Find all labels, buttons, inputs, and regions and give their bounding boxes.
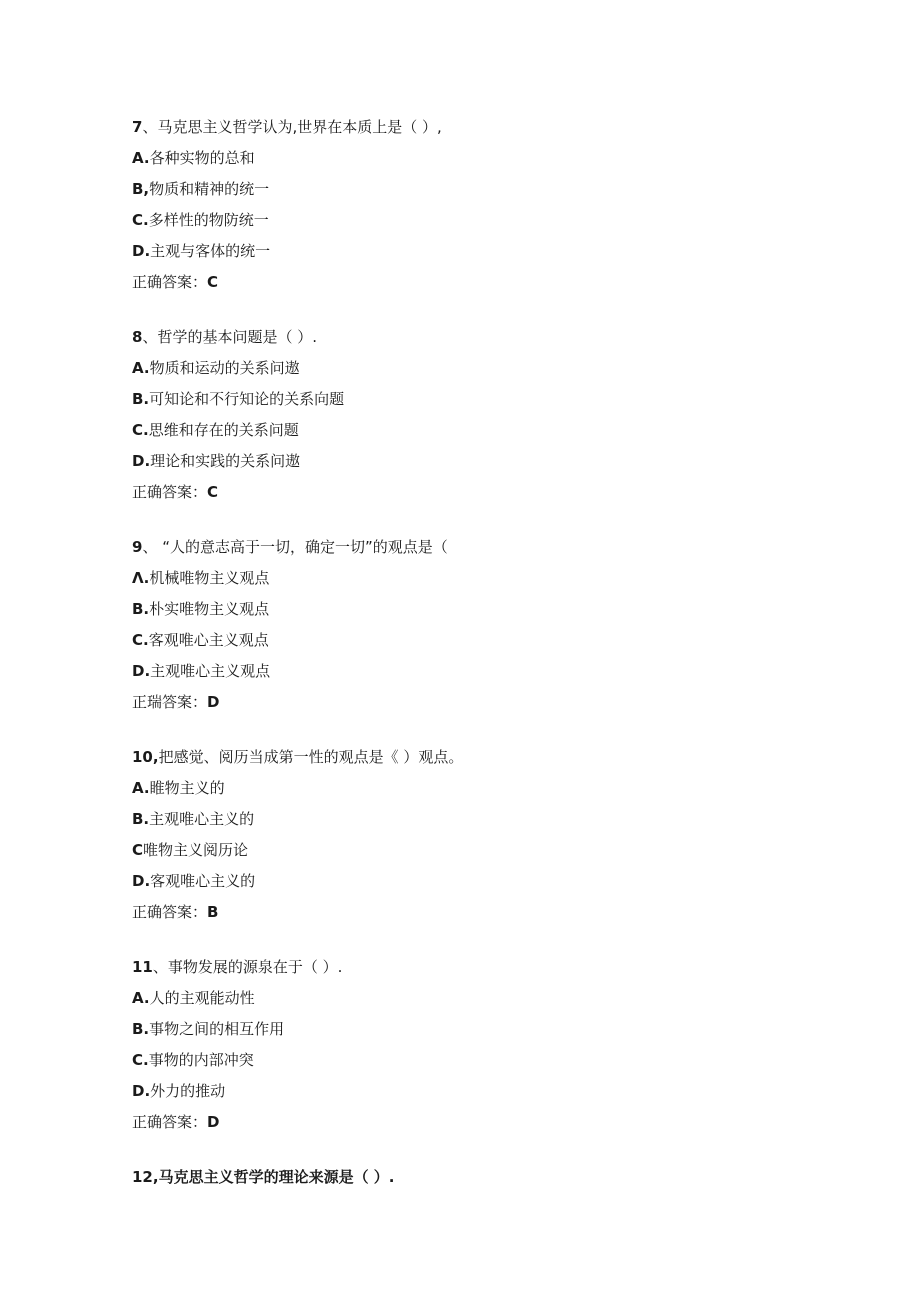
option-c [132, 415, 852, 446]
option-text: 各种实物的总和 [149, 149, 255, 167]
option-d [132, 1076, 852, 1107]
answer-value: D [207, 693, 220, 711]
option-d [132, 236, 852, 267]
option-letter: B. [132, 600, 150, 618]
option-text: 物质和精神的统一 [149, 180, 270, 198]
question-number: 10, [132, 748, 159, 766]
option-letter: D. [132, 1082, 151, 1100]
option-text: 物质和运动的关系问遨 [149, 359, 300, 377]
question-text: 、哲学的基本问题是（ ）. [142, 328, 317, 346]
option-a [132, 563, 852, 594]
option-text: 思维和存在的关系问题 [148, 421, 299, 439]
answer-value: C [207, 483, 219, 501]
option-letter: D. [132, 872, 151, 890]
question-number: 11 [132, 958, 153, 976]
option-text: 客观唯心主义观点 [148, 631, 269, 649]
answer-label: 正确答案： [132, 483, 208, 501]
question-stem [132, 322, 852, 353]
question-9 [132, 532, 852, 718]
option-text: 可知论和不行知论的关系向题 [149, 390, 345, 408]
option-d [132, 866, 852, 897]
question-10 [132, 742, 852, 928]
answer-line [132, 267, 852, 298]
option-c [132, 205, 852, 236]
question-stem [132, 952, 852, 983]
question-text: 、马克思主义哲学认为,世界在本质上是（ ）, [142, 118, 442, 136]
question-11 [132, 952, 852, 1138]
option-text: 主观与客体的统一 [150, 242, 271, 260]
question-stem [132, 112, 852, 143]
option-b [132, 804, 852, 835]
option-a [132, 143, 852, 174]
option-letter: C. [132, 1051, 149, 1069]
answer-label: 正瑞答案： [132, 693, 208, 711]
question-text: 、 “人的意志高于一切，确定一切”的观点是（ [142, 538, 448, 556]
option-text: 人的主观能动性 [149, 989, 255, 1007]
option-text: 主观唯心主义观点 [150, 662, 271, 680]
option-text: 多样性的物防统一 [148, 211, 269, 229]
option-letter: B. [132, 390, 150, 408]
option-text: 主观唯心主义的 [149, 810, 255, 828]
option-b [132, 174, 852, 205]
question-number: 8 [132, 328, 143, 346]
answer-line [132, 687, 852, 718]
option-letter: C. [132, 421, 149, 439]
option-b [132, 384, 852, 415]
answer-value: D [207, 1113, 220, 1131]
answer-label: 正确答案： [132, 903, 208, 921]
option-letter: A. [132, 779, 150, 797]
question-stem [132, 742, 852, 773]
question-text: 马克思主义哲学的理论来源是（ ）. [158, 1168, 395, 1186]
option-text: 机械唯物主义观点 [149, 569, 270, 587]
question-stem [132, 532, 852, 563]
option-letter: Λ. [132, 569, 150, 587]
answer-label: 正确答案： [132, 1113, 208, 1131]
option-b [132, 594, 852, 625]
question-8 [132, 322, 852, 508]
option-letter: A. [132, 149, 150, 167]
option-a [132, 773, 852, 804]
option-text: 理论和实践的关系问遨 [150, 452, 301, 470]
answer-line [132, 1107, 852, 1138]
question-text: 、事物发展的源泉在于（ ）. [152, 958, 343, 976]
option-a [132, 353, 852, 384]
option-text: 客观唯心主义的 [150, 872, 256, 890]
option-letter: B, [132, 180, 150, 198]
answer-label: 正确答案： [132, 273, 208, 291]
document-page [132, 112, 852, 1217]
question-7 [132, 112, 852, 298]
option-c [132, 835, 852, 866]
question-number: 7 [132, 118, 143, 136]
option-letter: C [132, 841, 144, 859]
option-c [132, 625, 852, 656]
option-text: 唯物主义阅历论 [143, 841, 249, 859]
question-number: 12, [132, 1168, 159, 1186]
option-text: 事物的内部冲突 [148, 1051, 254, 1069]
option-letter: A. [132, 989, 150, 1007]
question-number: 9 [132, 538, 143, 556]
answer-line [132, 477, 852, 508]
option-a [132, 983, 852, 1014]
option-letter: D. [132, 242, 151, 260]
option-text: 外力的推动 [150, 1082, 226, 1100]
option-text: 睢物主义的 [149, 779, 225, 797]
option-d [132, 656, 852, 687]
answer-line [132, 897, 852, 928]
question-12 [132, 1162, 852, 1193]
answer-value: C [207, 273, 219, 291]
option-letter: A. [132, 359, 150, 377]
option-text: 朴实唯物主义观点 [149, 600, 270, 618]
question-text: 把感觉、阅历当成第一性的观点是《 ）观点。 [158, 748, 464, 766]
option-letter: B. [132, 810, 150, 828]
option-d [132, 446, 852, 477]
option-b [132, 1014, 852, 1045]
option-letter: C. [132, 211, 149, 229]
option-letter: B. [132, 1020, 150, 1038]
option-letter: D. [132, 452, 151, 470]
option-text: 事物之间的相互作用 [149, 1020, 285, 1038]
answer-value: B [207, 903, 219, 921]
option-letter: D. [132, 662, 151, 680]
option-c [132, 1045, 852, 1076]
option-letter: C. [132, 631, 149, 649]
question-stem [132, 1162, 852, 1193]
